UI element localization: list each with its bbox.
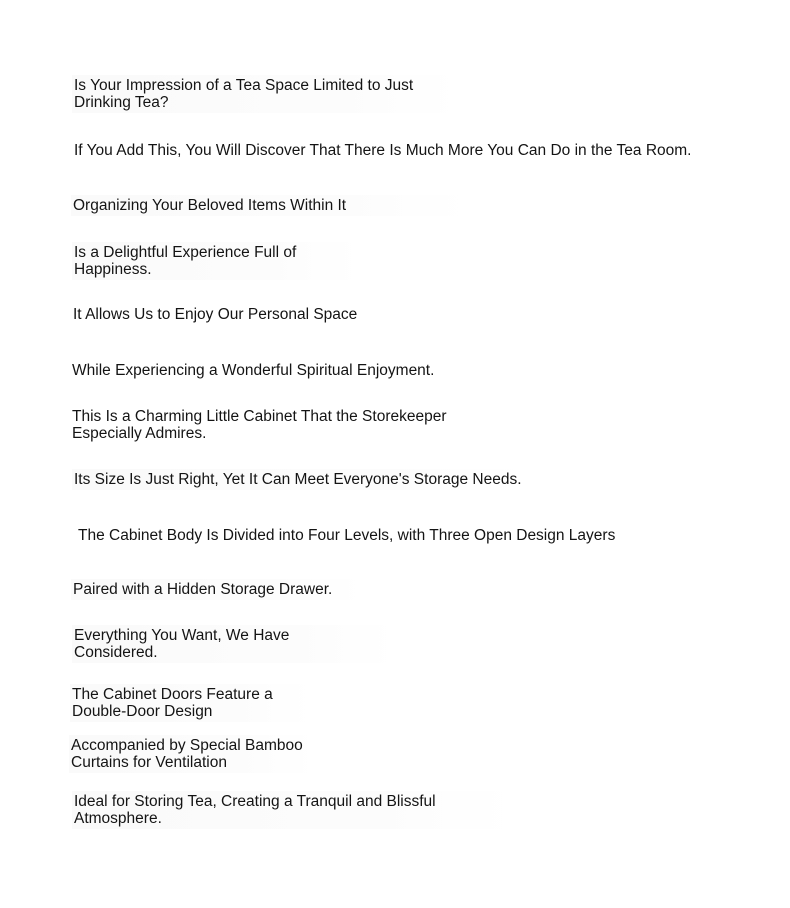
text-line-7: This Is a Charming Little Cabinet That the Storekeeper Especially Admires. <box>72 408 447 442</box>
text-line-9: The Cabinet Body Is Divided into Four Levels, with Three Open Design Layers <box>78 527 616 544</box>
text-line-3: Organizing Your Beloved Items Within It <box>71 195 469 216</box>
text-line-13: Accompanied by Special Bamboo Curtains for Ventilation <box>69 735 315 773</box>
text-line-2: If You Add This, You Will Discover That There Is Much More You Can Do in the Tea Room. <box>74 142 692 159</box>
text-line-10: Paired with a Hidden Storage Drawer. <box>71 579 363 600</box>
text-line-11: Everything You Want, We Have Considered. <box>72 625 396 663</box>
text-line-5: It Allows Us to Enjoy Our Personal Space <box>73 306 358 323</box>
text-line-4: Is a Delightful Experience Full of Happiness. <box>72 242 360 280</box>
text-line-12: The Cabinet Doors Feature a Double-Door Design <box>70 684 312 722</box>
text-line-8: Its Size Is Just Right, Yet It Can Meet Everyone's Storage Needs. <box>72 469 526 490</box>
text-line-1: Is Your Impression of a Tea Space Limited to Just Drinking Tea? <box>72 75 460 113</box>
text-line-6: While Experiencing a Wonderful Spiritual Enjoyment. <box>72 362 435 379</box>
text-line-14: Ideal for Storing Tea, Creating a Tranquil and Blissful Atmosphere. <box>72 791 516 829</box>
